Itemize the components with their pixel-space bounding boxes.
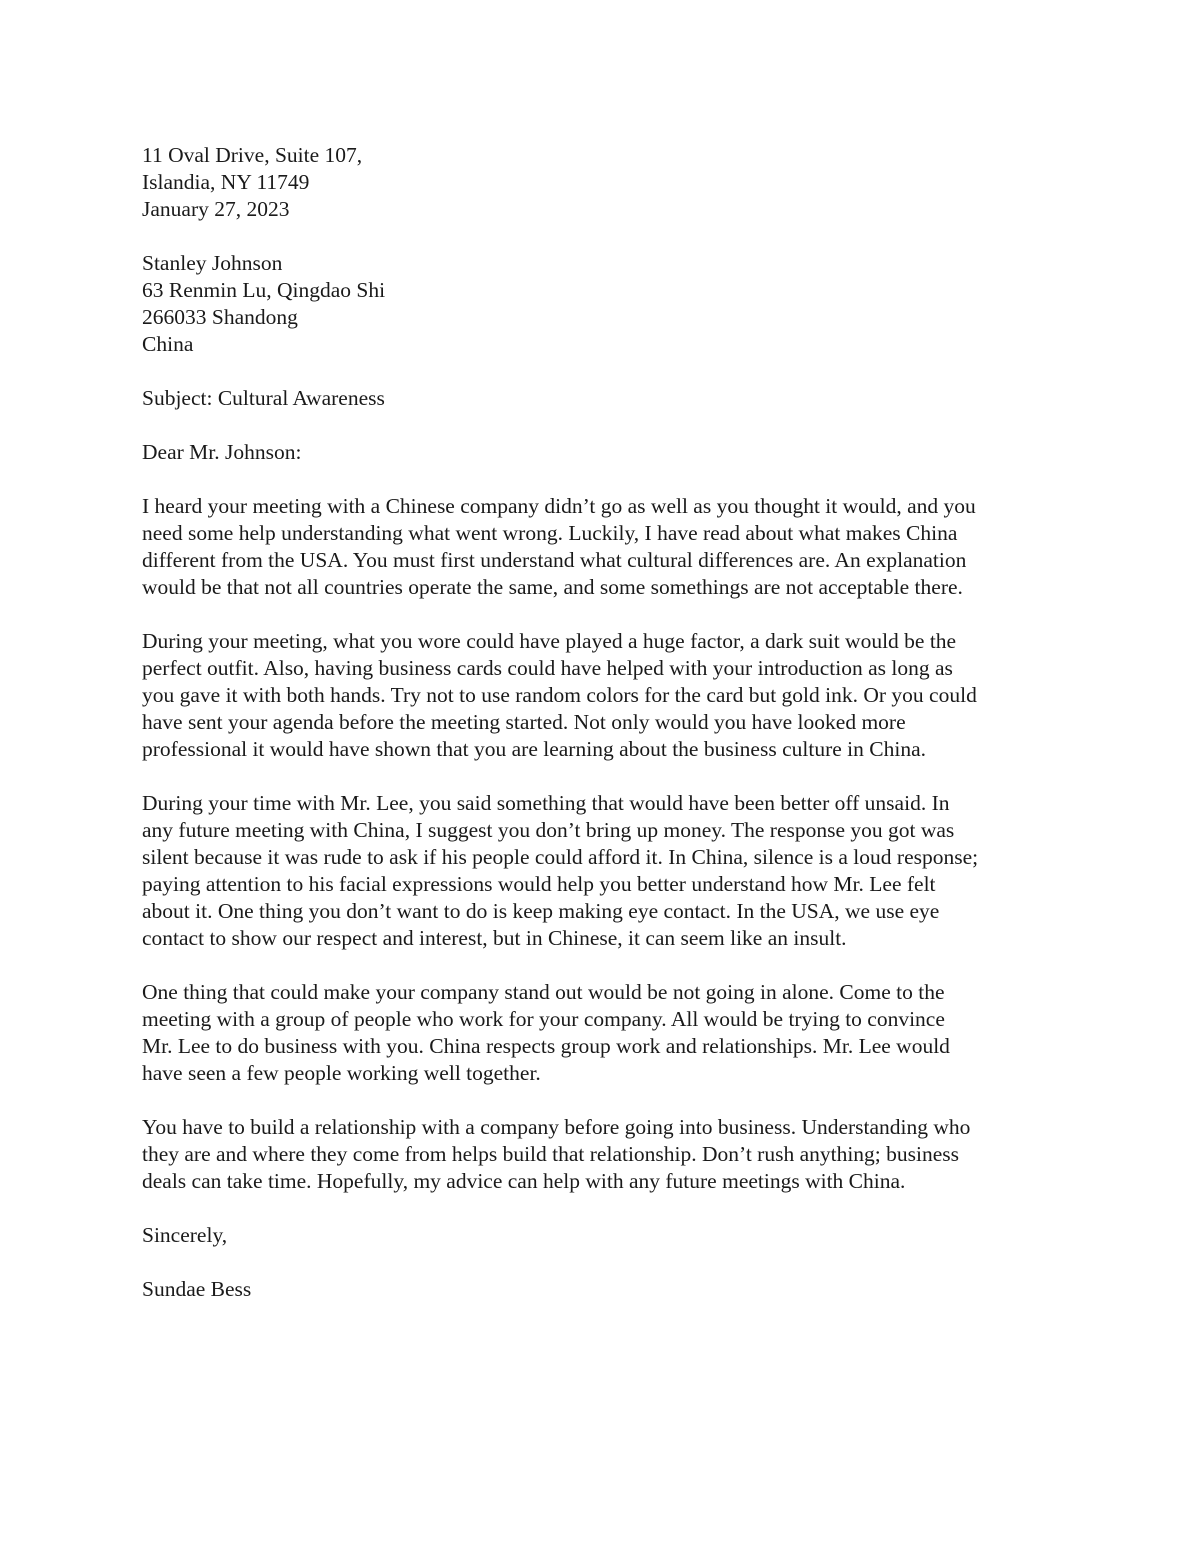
paragraph-line: You have to build a relationship with a company before going into business. Understanding who	[142, 1115, 971, 1139]
paragraph-line: have sent your agenda before the meeting started. Not only would you have looked more	[142, 710, 906, 734]
sender-address-line1: 11 Oval Drive, Suite 107,	[142, 143, 363, 167]
paragraph-line: paying attention to his facial expressions would help you better understand how Mr. Lee felt	[142, 872, 936, 896]
sender-address-line2: Islandia, NY 11749	[142, 170, 310, 194]
salutation	[142, 439, 1072, 466]
recipient-name: Stanley Johnson	[142, 251, 283, 275]
paragraph-line: silent because it was rude to ask if his people could afford it. In China, silence is a loud response;	[142, 845, 979, 869]
letter-body	[142, 142, 1072, 1330]
paragraph-line: deals can take time. Hopefully, my advice can help with any future meetings with China.	[142, 1169, 906, 1193]
recipient-street: 63 Renmin Lu, Qingdao Shi	[142, 278, 386, 302]
body-paragraph-5	[142, 1114, 1072, 1195]
closing-text: Sincerely,	[142, 1223, 228, 1247]
recipient-address	[142, 250, 1072, 358]
paragraph-line: professional it would have shown that you are learning about the business culture in China.	[142, 737, 926, 761]
subject-text: Subject: Cultural Awareness	[142, 386, 385, 410]
signature	[142, 1276, 1072, 1303]
paragraph-line: During your time with Mr. Lee, you said something that would have been better off unsaid. In	[142, 791, 950, 815]
salutation-text: Dear Mr. Johnson:	[142, 440, 302, 464]
paragraph-line: One thing that could make your company stand out would be not going in alone. Come to the	[142, 980, 945, 1004]
paragraph-line: need some help understanding what went wrong. Luckily, I have read about what makes China	[142, 521, 958, 545]
body-paragraph-1	[142, 493, 1072, 601]
paragraph-line: you gave it with both hands. Try not to use random colors for the card but gold ink. Or you could	[142, 683, 977, 707]
recipient-postal: 266033 Shandong	[142, 305, 298, 329]
paragraph-line: have seen a few people working well together.	[142, 1061, 541, 1085]
letter-date: January 27, 2023	[142, 197, 290, 221]
paragraph-line: perfect outfit. Also, having business cards could have helped with your introduction as long as	[142, 656, 953, 680]
paragraph-line: I heard your meeting with a Chinese company didn’t go as well as you thought it would, and you	[142, 494, 976, 518]
paragraph-line: meeting with a group of people who work for your company. All would be trying to convince	[142, 1007, 945, 1031]
paragraph-line: they are and where they come from helps build that relationship. Don’t rush anything; business	[142, 1142, 960, 1166]
subject-line	[142, 385, 1072, 412]
paragraph-line: would be that not all countries operate the same, and some somethings are not acceptable there.	[142, 575, 963, 599]
sender-address	[142, 142, 1072, 223]
body-paragraph-2	[142, 628, 1072, 763]
closing	[142, 1222, 1072, 1249]
body-paragraph-3	[142, 790, 1072, 952]
paragraph-line: any future meeting with China, I suggest you don’t bring up money. The response you got was	[142, 818, 955, 842]
paragraph-line: contact to show our respect and interest, but in Chinese, it can seem like an insult.	[142, 926, 847, 950]
body-paragraph-4	[142, 979, 1072, 1087]
paragraph-line: about it. One thing you don’t want to do is keep making eye contact. In the USA, we use eye	[142, 899, 940, 923]
recipient-country: China	[142, 332, 194, 356]
paragraph-line: different from the USA. You must first understand what cultural differences are. An explanation	[142, 548, 967, 572]
paragraph-line: Mr. Lee to do business with you. China respects group work and relationships. Mr. Lee would	[142, 1034, 950, 1058]
signature-name: Sundae Bess	[142, 1277, 252, 1301]
paragraph-line: During your meeting, what you wore could have played a huge factor, a dark suit would be the	[142, 629, 957, 653]
